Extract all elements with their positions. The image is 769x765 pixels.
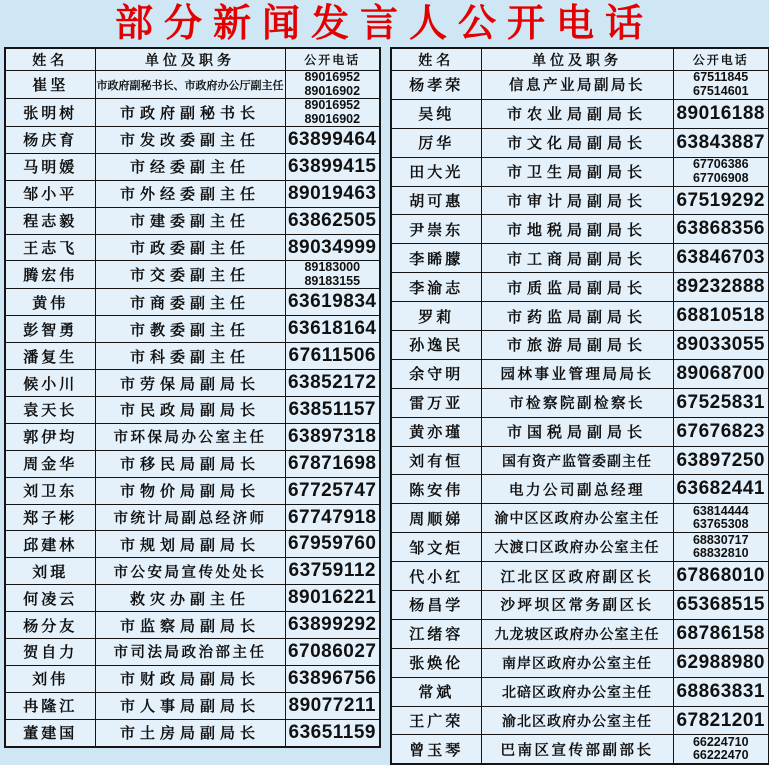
table-row	[391, 706, 769, 735]
phone-number: 63899415	[287, 155, 377, 177]
unit-cell: 江北区区政府副区长	[481, 562, 673, 591]
phone-number: 63846703	[676, 247, 766, 269]
name-cell: 杨昌学	[391, 591, 481, 620]
phone-number: 63896756	[287, 667, 377, 689]
phone-number: 67725747	[287, 479, 377, 501]
name-cell: 董建国	[5, 719, 95, 746]
name-cell: 代小红	[391, 562, 481, 591]
name-cell: 吴纯	[391, 99, 481, 128]
table-row	[391, 331, 769, 360]
phone-number: 67706386	[692, 157, 749, 172]
phone-cell	[673, 735, 769, 764]
phone-number: 68863831	[676, 680, 766, 702]
phone-number: 89016952	[304, 70, 361, 84]
name-cell: 腾宏伟	[5, 261, 95, 289]
phone-number: 63619834	[287, 291, 377, 313]
name-cell: 曾玉琴	[391, 735, 481, 764]
phone-number: 89016188	[676, 102, 766, 124]
phone-number: 89183000	[304, 260, 361, 275]
unit-cell: 市监察局副局长	[95, 612, 285, 639]
phone-cell	[285, 423, 380, 450]
unit-cell: 市交委副主任	[95, 261, 285, 289]
phone-number: 89068700	[676, 362, 766, 384]
name-cell: 周金华	[5, 450, 95, 477]
table-row	[391, 99, 769, 128]
phone-cell	[673, 99, 769, 128]
phone-cell	[673, 591, 769, 620]
phone-number: 67519292	[676, 189, 766, 211]
table-row	[5, 477, 380, 504]
phone-number: 89016952	[304, 98, 361, 112]
unit-cell: 渝北区政府办公室主任	[481, 706, 673, 735]
phone-number: 63899464	[287, 128, 377, 150]
unit-cell: 市外经委副主任	[95, 180, 285, 207]
unit-cell: 电力公司副总经理	[481, 475, 673, 504]
column-header: 单位及职务	[481, 48, 673, 71]
name-cell: 孙逸民	[391, 331, 481, 360]
name-cell: 胡可惠	[391, 186, 481, 215]
table-row	[391, 475, 769, 504]
unit-cell: 市经委副主任	[95, 153, 285, 180]
table-row	[5, 397, 380, 424]
phone-cell	[673, 186, 769, 215]
phone-number: 89016902	[304, 83, 361, 98]
phone-cell	[285, 127, 380, 154]
name-cell: 张明树	[5, 99, 95, 127]
unit-cell: 市旅游局副局长	[481, 331, 673, 360]
phone-cell	[285, 234, 380, 261]
phone-cell	[285, 207, 380, 234]
table-row	[5, 234, 380, 261]
name-cell: 李睎朦	[391, 244, 481, 273]
phone-cell	[285, 343, 380, 370]
phone-number: 89183155	[304, 273, 361, 288]
unit-cell: 市文化局副局长	[481, 128, 673, 157]
name-cell: 常斌	[391, 677, 481, 706]
phone-number: 63618164	[287, 318, 377, 340]
phone-cell	[673, 388, 769, 417]
unit-cell: 市国税局副局长	[481, 417, 673, 446]
name-cell: 陈安伟	[391, 475, 481, 504]
phone-cell	[285, 531, 380, 558]
name-cell: 杨孝荣	[391, 71, 481, 100]
phone-cell	[285, 612, 380, 639]
phone-number: 63868356	[676, 218, 766, 240]
phone-cell	[673, 215, 769, 244]
table-row	[5, 639, 380, 666]
name-cell: 候小川	[5, 370, 95, 397]
table-row	[391, 591, 769, 620]
name-cell: 刘琨	[5, 558, 95, 585]
table-row	[5, 423, 380, 450]
phone-number: 66224710	[692, 734, 749, 749]
phone-cell	[285, 289, 380, 316]
table-row	[391, 244, 769, 273]
phone-number: 66222470	[692, 748, 749, 763]
name-cell: 李渝志	[391, 273, 481, 302]
table-row	[391, 504, 769, 533]
table-row	[5, 692, 380, 719]
name-cell: 程志毅	[5, 207, 95, 234]
header-row	[391, 48, 769, 71]
name-cell: 邹小平	[5, 180, 95, 207]
phone-number: 63651159	[288, 721, 376, 743]
phone-cell	[673, 504, 769, 533]
phone-cell	[673, 273, 769, 302]
column-header: 公开电话	[285, 48, 380, 71]
name-cell: 周顺娣	[391, 504, 481, 533]
tables-container	[0, 46, 769, 765]
unit-cell: 信息产业局副局长	[481, 71, 673, 100]
name-cell: 郑子彬	[5, 504, 95, 531]
phone-cell	[673, 677, 769, 706]
unit-cell: 市审计局副局长	[481, 186, 673, 215]
unit-cell: 市商委副主任	[95, 289, 285, 316]
phone-cell	[673, 562, 769, 591]
table-row	[391, 648, 769, 677]
phone-number: 67511845	[693, 70, 749, 85]
name-cell: 冉隆江	[5, 692, 95, 719]
phone-cell	[285, 370, 380, 397]
table-row	[5, 207, 380, 234]
table-row	[5, 450, 380, 477]
phone-number: 67086027	[287, 640, 377, 662]
table-row	[5, 612, 380, 639]
phone-number: 89033055	[676, 333, 766, 355]
phone-cell	[285, 397, 380, 424]
phone-cell	[285, 99, 380, 127]
table-row	[391, 446, 769, 475]
unit-cell: 北碚区政府办公室主任	[481, 677, 673, 706]
phone-number: 68830717	[692, 532, 749, 547]
phone-cell	[673, 157, 769, 186]
name-cell: 黄亦瑾	[391, 417, 481, 446]
table-row	[391, 619, 769, 648]
unit-cell: 南岸区政府办公室主任	[481, 648, 673, 677]
unit-cell: 市统计局副总经济师	[95, 504, 285, 531]
unit-cell: 市地税局副局长	[481, 215, 673, 244]
column-header: 姓名	[5, 48, 95, 71]
phone-cell	[673, 359, 769, 388]
name-cell: 雷万亚	[391, 388, 481, 417]
unit-cell: 大渡口区政府办公室主任	[481, 533, 673, 562]
phone-cell	[673, 417, 769, 446]
table-row	[5, 558, 380, 585]
phone-number: 67821201	[676, 709, 766, 731]
unit-cell: 市工商局副局长	[481, 244, 673, 273]
phone-number: 63814444	[692, 503, 749, 518]
unit-cell: 市农业局副局长	[481, 99, 673, 128]
unit-cell: 市科委副主任	[95, 343, 285, 370]
phone-number: 67514601	[692, 83, 749, 98]
page-title: 部分新闻发言人公开电话	[114, 1, 654, 45]
unit-cell: 市政府副秘书长、市政府办公厅副主任	[95, 71, 285, 99]
unit-cell: 市土房局副局长	[95, 719, 285, 746]
unit-cell: 市规划局副局长	[95, 531, 285, 558]
name-cell: 尹崇东	[391, 215, 481, 244]
name-cell: 潘复生	[5, 343, 95, 370]
phone-number: 67706908	[692, 170, 749, 185]
phone-cell	[285, 558, 380, 585]
table-row	[391, 302, 769, 331]
table-row	[391, 388, 769, 417]
phone-number: 63897250	[676, 449, 766, 471]
table-row	[391, 533, 769, 562]
unit-cell: 市司法局政治部主任	[95, 639, 285, 666]
name-cell: 厉华	[391, 128, 481, 157]
phone-number: 89232888	[676, 276, 766, 298]
table-row	[5, 343, 380, 370]
unit-cell: 市建委副主任	[95, 207, 285, 234]
phone-number: 89016221	[287, 587, 377, 609]
name-cell: 刘有恒	[391, 446, 481, 475]
unit-cell: 救灾办副主任	[95, 585, 285, 612]
unit-cell: 市卫生局副局长	[481, 157, 673, 186]
name-cell: 刘卫东	[5, 477, 95, 504]
unit-cell: 九龙坡区政府办公室主任	[481, 619, 673, 648]
name-cell: 张焕伦	[391, 648, 481, 677]
table-row	[5, 504, 380, 531]
phone-cell	[673, 244, 769, 273]
table-row	[391, 186, 769, 215]
phone-number: 63765308	[692, 517, 749, 532]
spokesperson-table-right	[390, 47, 769, 765]
phone-number: 89077211	[288, 694, 376, 716]
phone-cell	[673, 619, 769, 648]
table-row	[5, 180, 380, 207]
name-cell: 杨分友	[5, 612, 95, 639]
table-row	[5, 665, 380, 692]
name-cell: 邹文炬	[391, 533, 481, 562]
name-cell: 何凌云	[5, 585, 95, 612]
unit-cell: 市人事局副局长	[95, 692, 285, 719]
phone-number: 67747918	[287, 506, 377, 528]
name-cell: 黄伟	[5, 289, 95, 316]
phone-cell	[673, 71, 769, 100]
unit-cell: 市教委副主任	[95, 316, 285, 343]
unit-cell: 市检察院副检察长	[481, 388, 673, 417]
column-header: 单位及职务	[95, 48, 285, 71]
phone-number: 63899292	[287, 614, 377, 636]
unit-cell: 市移民局副局长	[95, 450, 285, 477]
name-cell: 马明媛	[5, 153, 95, 180]
table-row	[5, 99, 380, 127]
unit-cell: 市政府副秘书长	[95, 99, 285, 127]
column-header: 姓名	[391, 48, 481, 71]
table-row	[5, 585, 380, 612]
phone-cell	[285, 692, 380, 719]
name-cell: 彭智勇	[5, 316, 95, 343]
table-row	[391, 157, 769, 186]
unit-cell: 市劳保局副局长	[95, 370, 285, 397]
name-cell: 袁天长	[5, 397, 95, 424]
unit-cell: 渝中区区政府办公室主任	[481, 504, 673, 533]
phone-number: 89034999	[287, 236, 377, 258]
phone-number: 67959760	[287, 533, 377, 555]
table-row	[5, 127, 380, 154]
table-row	[391, 128, 769, 157]
phone-number: 63759112	[288, 560, 376, 582]
phone-cell	[285, 450, 380, 477]
name-cell: 贺自力	[5, 639, 95, 666]
table-row	[5, 370, 380, 397]
phone-number: 67868010	[676, 565, 766, 587]
name-cell: 郭伊均	[5, 423, 95, 450]
phone-number: 63862505	[287, 209, 377, 231]
table-row	[5, 289, 380, 316]
phone-cell	[673, 302, 769, 331]
column-header: 公开电话	[673, 48, 769, 71]
phone-cell	[673, 533, 769, 562]
table-row	[5, 719, 380, 746]
phone-cell	[673, 331, 769, 360]
unit-cell: 市发改委副主任	[95, 127, 285, 154]
unit-cell: 市政委副主任	[95, 234, 285, 261]
phone-cell	[285, 153, 380, 180]
phone-number: 67871698	[287, 452, 377, 474]
phone-number: 63852172	[287, 372, 377, 394]
name-cell: 王志飞	[5, 234, 95, 261]
unit-cell: 市药监局副局长	[481, 302, 673, 331]
unit-cell: 市质监局副局长	[481, 273, 673, 302]
phone-cell	[673, 128, 769, 157]
name-cell: 邱建林	[5, 531, 95, 558]
unit-cell: 市环保局办公室主任	[95, 423, 285, 450]
phone-number: 67676823	[676, 420, 766, 442]
unit-cell: 巴南区宣传部副部长	[481, 735, 673, 764]
table-row	[5, 261, 380, 289]
table-row	[391, 273, 769, 302]
phone-number: 68832810	[692, 546, 749, 561]
unit-cell: 园林事业管理局局长	[481, 359, 673, 388]
header-row	[5, 48, 380, 71]
name-cell: 田大光	[391, 157, 481, 186]
table-row	[391, 562, 769, 591]
phone-number: 62988980	[676, 651, 766, 673]
phone-cell	[285, 261, 380, 289]
name-cell: 崔坚	[5, 71, 95, 99]
table-row	[391, 215, 769, 244]
name-cell: 余守明	[391, 359, 481, 388]
name-cell: 罗莉	[391, 302, 481, 331]
table-row	[391, 677, 769, 706]
unit-cell: 市物价局副局长	[95, 477, 285, 504]
phone-cell	[285, 504, 380, 531]
phone-cell	[285, 180, 380, 207]
phone-cell	[673, 446, 769, 475]
phone-number: 63851157	[288, 398, 376, 420]
phone-number: 89016902	[304, 111, 361, 126]
phone-number: 68786158	[676, 622, 766, 644]
name-cell: 王广荣	[391, 706, 481, 735]
unit-cell: 沙坪坝区常务副区长	[481, 591, 673, 620]
phone-cell	[285, 665, 380, 692]
table-row	[5, 71, 380, 99]
phone-number: 67611506	[288, 345, 376, 367]
table-row	[5, 531, 380, 558]
name-cell: 江绪容	[391, 619, 481, 648]
phone-number: 65368515	[676, 593, 766, 615]
name-cell: 杨庆育	[5, 127, 95, 154]
phone-number: 89019463	[287, 182, 377, 204]
phone-cell	[673, 706, 769, 735]
unit-cell: 国有资产监管委副主任	[481, 446, 673, 475]
phone-cell	[673, 648, 769, 677]
phone-cell	[285, 639, 380, 666]
phone-cell	[285, 585, 380, 612]
phone-cell	[285, 477, 380, 504]
table-row	[5, 153, 380, 180]
phone-cell	[285, 71, 380, 99]
table-row	[391, 417, 769, 446]
unit-cell: 市公安局宣传处处长	[95, 558, 285, 585]
name-cell: 刘伟	[5, 665, 95, 692]
phone-number: 63843887	[676, 131, 766, 153]
phone-cell	[285, 316, 380, 343]
unit-cell: 市财政局副局长	[95, 665, 285, 692]
title-bar	[0, 0, 769, 46]
table-row	[391, 71, 769, 100]
table-row	[5, 316, 380, 343]
table-row	[391, 735, 769, 764]
phone-cell	[673, 475, 769, 504]
phone-number: 63682441	[676, 478, 766, 500]
phone-number: 67525831	[676, 391, 766, 413]
spokesperson-table-left	[4, 47, 381, 748]
phone-number: 68810518	[676, 305, 766, 327]
unit-cell: 市民政局副局长	[95, 397, 285, 424]
phone-number: 63897318	[287, 425, 377, 447]
phone-cell	[285, 719, 380, 746]
table-row	[391, 359, 769, 388]
